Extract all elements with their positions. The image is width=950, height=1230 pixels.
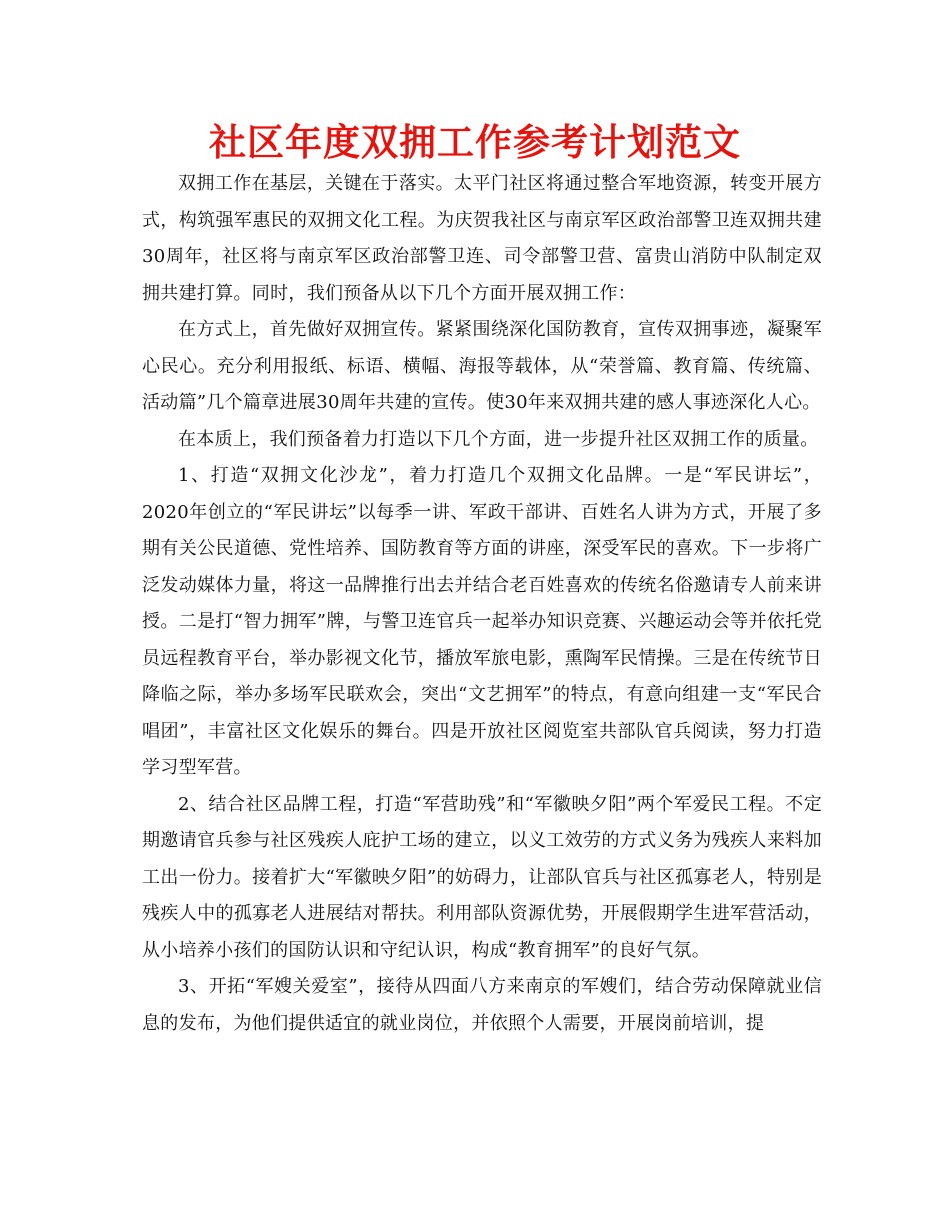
paragraph-intro: 双拥工作在基层，关键在于落实。太平门社区将通过整合军地资源，转变开展方式，构筑强军惠民的双拥文化工程。为庆贺我社区与南京军区政治部警卫连双拥共建30周年，社区将与南京军区政治部警卫连、司令部警卫营、富贵山消防中队制定双拥共建打算。同时，我们预备从以下几个方面开展双拥工作：: [142, 173, 822, 304]
paragraph-essence: 在本质上，我们预备着力打造以下几个方面，进一步提升社区双拥工作的质量。: [178, 428, 819, 450]
paragraph-item-2: 2、结合社区品牌工程，打造“军营助残”和“军徽映夕阳”两个军爱民工程。不定期邀请官兵参与社区残疾人庇护工场的建立，以义工效劳的方式义务为残疾人来料加工出一份力。接着扩大“军徽映夕阳”的妨碍力，让部队官兵与社区孤寡老人，特别是残疾人中的孤寡老人进展结对帮扶。利用部队资源优势，开展假期学生进军营活动，从小培养小孩们的国防认识和守纪认识，构成“教育拥军”的良好气氛。: [142, 793, 822, 961]
paragraph-method: 在方式上，首先做好双拥宣传。紧紧围绕深化国防教育，宣传双拥事迹，凝聚军心民心。充分利用报纸、标语、横幅、海报等载体，从“荣誉篇、教育篇、传统篇、活动篇”几个篇章进展30周年共建的宣传。使30年来双拥共建的感人事迹深化人心。: [142, 319, 822, 413]
document-title: 社区年度双拥工作参考计划范文: [209, 121, 741, 164]
paragraph-item-1: 1、打造“双拥文化沙龙”，着力打造几个双拥文化品牌。一是“军民讲坛”，2020年创立的“军民讲坛”以每季一讲、军政干部讲、百姓名人讲为方式，开展了多期有关公民道德、党性培养、国防教育等方面的讲座，深受军民的喜欢。下一步将广泛发动媒体力量，将这一品牌推行出去并结合老百姓喜欢的传统名俗邀请专人前来讲授。二是打“智力拥军”牌，与警卫连官兵一起举办知识竞赛、兴趣运动会等并依托党员远程教育平台，举办影视文化节，播放军旅电影，熏陶军民情操。三是在传统节日降临之际，举办多场军民联欢会，突出“文艺拥军”的特点，有意向组建一支“军民合唱团”，丰富社区文化娱乐的舞台。四是开放社区阅览室共部队官兵阅读，努力打造学习型军营。: [142, 465, 822, 778]
document-body: [142, 166, 822, 1042]
paragraph-item-3: 3、开拓“军嫂关爱室”，接待从四面八方来南京的军嫂们，结合劳动保障就业信息的发布，为他们提供适宜的就业岗位，并依照个人需要，开展岗前培训，提: [142, 976, 822, 1034]
